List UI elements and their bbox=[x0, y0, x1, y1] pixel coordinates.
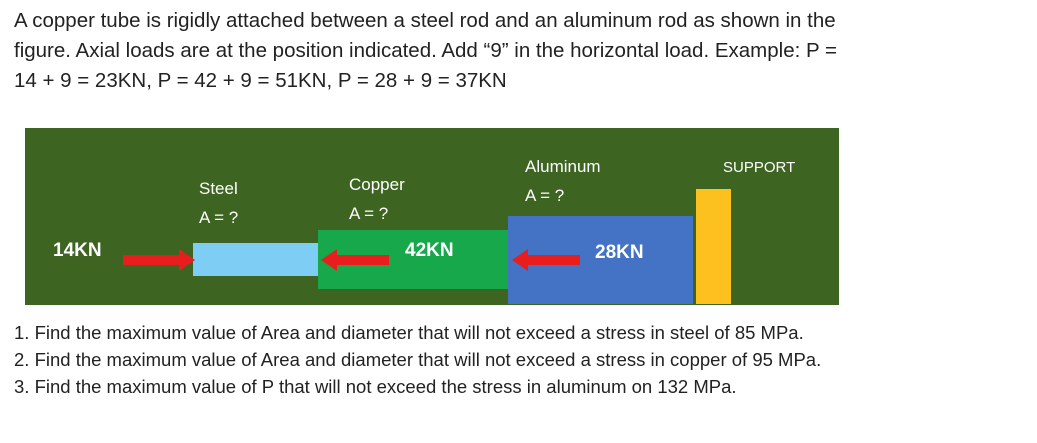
load-arrow-left-icon bbox=[321, 249, 389, 271]
copper-label bbox=[349, 173, 405, 226]
load-right-value: 28KN bbox=[595, 242, 644, 263]
load-arrow-right-icon bbox=[123, 249, 195, 271]
copper-area: A = ? bbox=[349, 204, 389, 223]
aluminum-area: A = ? bbox=[525, 186, 565, 205]
question-list bbox=[14, 319, 1024, 400]
steel-label bbox=[199, 177, 238, 230]
aluminum-name: Aluminum bbox=[525, 157, 601, 176]
load-left-value: 14KN bbox=[53, 240, 102, 261]
question-item: 3. Find the maximum value of P that will not exceed the stress in aluminum on 132 MPa. bbox=[14, 376, 737, 397]
problem-line-1: A copper tube is rigidly attached between a steel rod and an aluminum rod as shown in the bbox=[14, 9, 836, 32]
steel-area: A = ? bbox=[199, 208, 239, 227]
support-block bbox=[696, 189, 731, 304]
question-item: 1. Find the maximum value of Area and diameter that will not exceed a stress in steel of 85 MPa. bbox=[14, 322, 804, 343]
rod-assembly-figure bbox=[25, 128, 839, 305]
load-arrow-left-icon bbox=[512, 249, 580, 271]
aluminum-label bbox=[525, 155, 601, 208]
steel-name: Steel bbox=[199, 179, 238, 198]
steel-rod bbox=[193, 243, 318, 276]
support-label: SUPPORT bbox=[723, 159, 796, 176]
problem-line-2: figure. Axial loads are at the position indicated. Add “9” in the horizontal load. Example: P = bbox=[14, 39, 837, 62]
question-item: 2. Find the maximum value of Area and diameter that will not exceed a stress in copper of 95 MPa. bbox=[14, 349, 822, 370]
problem-statement bbox=[14, 6, 1024, 96]
copper-name: Copper bbox=[349, 175, 405, 194]
problem-line-3: 14 + 9 = 23KN, P = 42 + 9 = 51KN, P = 28 + 9 = 37KN bbox=[14, 69, 507, 92]
load-middle-value: 42KN bbox=[405, 240, 454, 261]
